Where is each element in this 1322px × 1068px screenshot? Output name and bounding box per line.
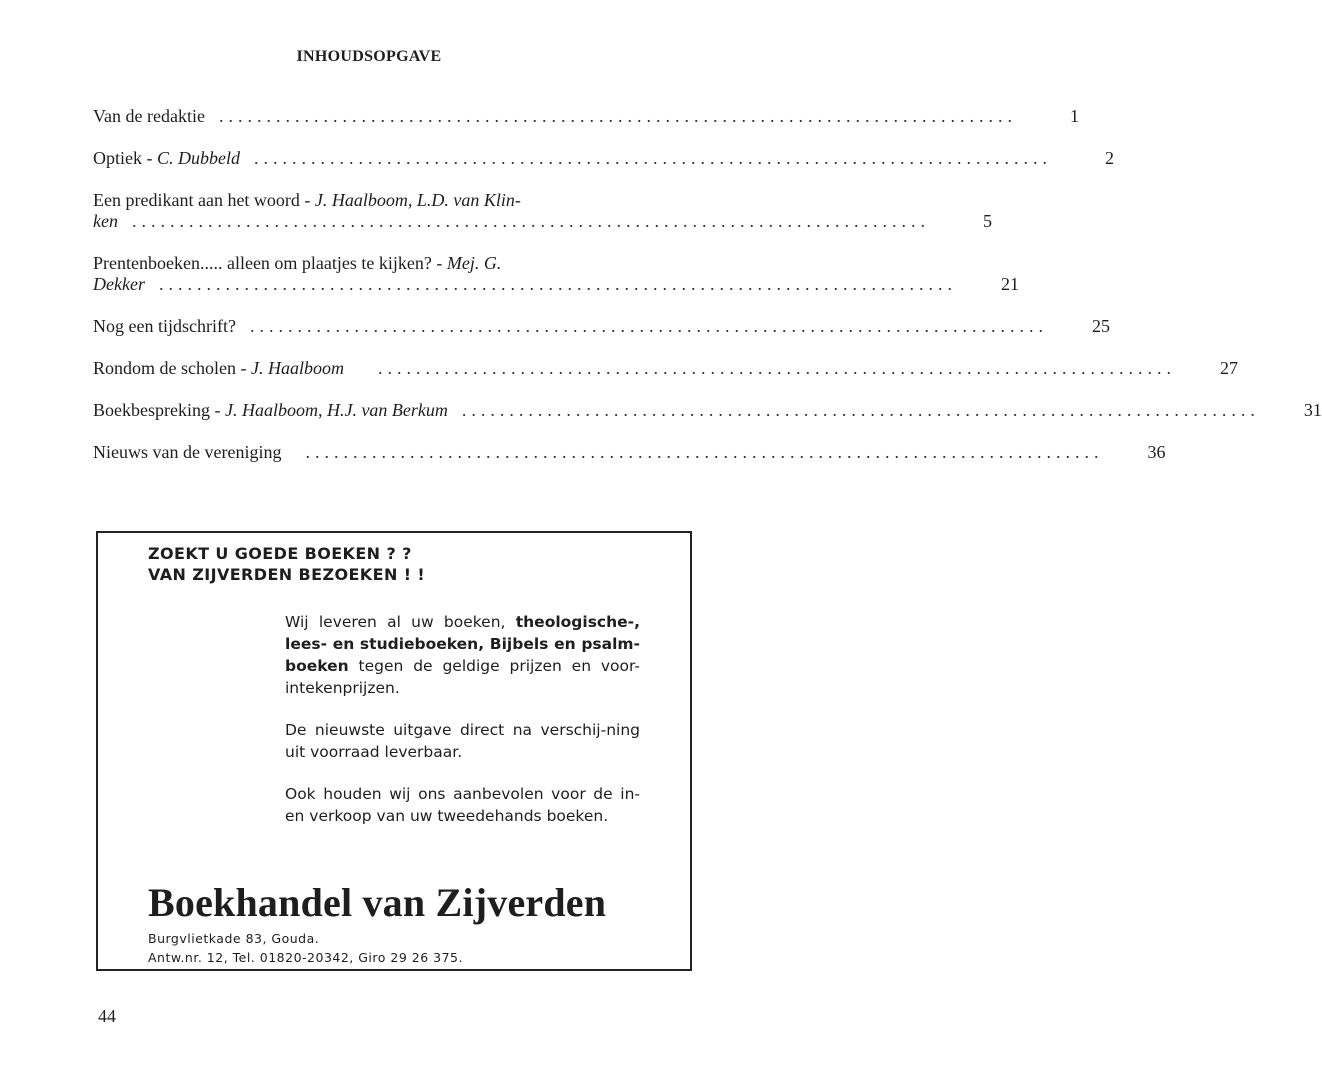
toc-entry xyxy=(93,316,1110,358)
ad-headline xyxy=(148,543,425,585)
ad-headline-line-1: ZOEKT U GOEDE BOEKEN ? ? xyxy=(148,544,412,563)
toc-entry-author: J. Haalboom, H.J. van Berkum xyxy=(224,400,448,420)
toc-entry-author: J. Haalboom xyxy=(250,358,344,378)
ad-paragraph-2: De nieuwste uitgave direct na verschij-ning uit voorraad leverbaar. xyxy=(285,721,640,761)
toc-entry-author: C. Dubbeld xyxy=(156,148,240,168)
ad-paragraph-1-end: tegen de geldige prijzen en voor-intekenprijzen. xyxy=(285,657,640,697)
toc-entry-author-continued: Dekker xyxy=(93,274,145,294)
toc-entry-author: J. Haalboom, L.D. van Klin- xyxy=(314,190,521,210)
shop-name: Boekhandel van Zijverden xyxy=(148,880,607,925)
toc-entry xyxy=(93,106,1079,148)
toc-entry xyxy=(93,400,1322,442)
toc-entry-page: 27 xyxy=(1219,358,1238,378)
dot-leader: .................................................................................... xyxy=(253,148,1052,168)
toc-entry-author-continued: ken xyxy=(93,211,118,231)
toc-entry-title: Optiek - xyxy=(93,148,157,168)
toc-entry-title: Boekbespreking - xyxy=(93,400,225,420)
toc-entry-page: 21 xyxy=(1000,274,1019,294)
toc-entry xyxy=(93,358,1238,400)
toc-entry-page: 36 xyxy=(1147,442,1166,462)
shop-address xyxy=(148,929,463,967)
toc-entry-title: Nieuws van de vereniging xyxy=(93,442,282,462)
dot-leader: .................................................................................... xyxy=(158,274,957,294)
toc-entry-author: Mej. G. xyxy=(446,253,502,273)
toc-entry-title: Nog een tijdschrift? xyxy=(93,316,236,336)
toc-entry-page: 25 xyxy=(1091,316,1110,336)
bookshop-advertisement xyxy=(96,531,692,971)
ad-paragraph-1-start: Wij leveren al uw boeken, xyxy=(285,613,516,631)
ad-paragraph-3: Ook houden wij ons aanbevolen voor de in- en verkoop van uw tweedehands boeken. xyxy=(285,785,640,825)
shop-address-line-1: Burgvlietkade 83, Gouda. xyxy=(148,931,320,946)
toc-entry-title: Een predikant aan het woord - xyxy=(93,190,315,210)
dot-leader: .................................................................................... xyxy=(377,358,1176,378)
toc-entry-page: 2 xyxy=(1104,148,1114,168)
dot-leader: .................................................................................... xyxy=(305,442,1104,462)
toc-entry-title: Rondom de scholen - xyxy=(93,358,251,378)
toc-entry-page: 1 xyxy=(1069,106,1079,126)
table-of-contents xyxy=(93,106,1322,484)
dot-leader: .................................................................................... xyxy=(218,106,1017,126)
ad-body xyxy=(285,611,640,847)
toc-entry xyxy=(93,148,1114,190)
dot-leader: .................................................................................... xyxy=(461,400,1260,420)
dot-leader: .................................................................................... xyxy=(131,211,930,231)
toc-entry-title: Van de redaktie xyxy=(93,106,205,126)
shop-address-line-2: Antw.nr. 12, Tel. 01820-20342, Giro 29 26 375. xyxy=(148,950,463,965)
page-number: 44 xyxy=(98,1006,116,1026)
toc-entry-page: 31 xyxy=(1303,400,1322,420)
toc-heading: INHOUDSOPGAVE xyxy=(296,48,442,65)
toc-entry-page: 5 xyxy=(982,211,992,231)
ad-paragraph-1 xyxy=(285,611,640,699)
toc-entry xyxy=(93,253,1019,316)
toc-entry-title: Prentenboeken..... alleen om plaatjes te kijken? - xyxy=(93,253,447,273)
toc-entry xyxy=(93,442,1166,484)
ad-paragraph-1-bold: theologische-, lees- en studieboeken, Bijbels en psalm-boeken xyxy=(285,613,640,675)
ad-headline-line-2: VAN ZIJVERDEN BEZOEKEN ! ! xyxy=(148,565,426,584)
dot-leader: .................................................................................... xyxy=(249,316,1048,336)
toc-entry xyxy=(93,190,992,253)
